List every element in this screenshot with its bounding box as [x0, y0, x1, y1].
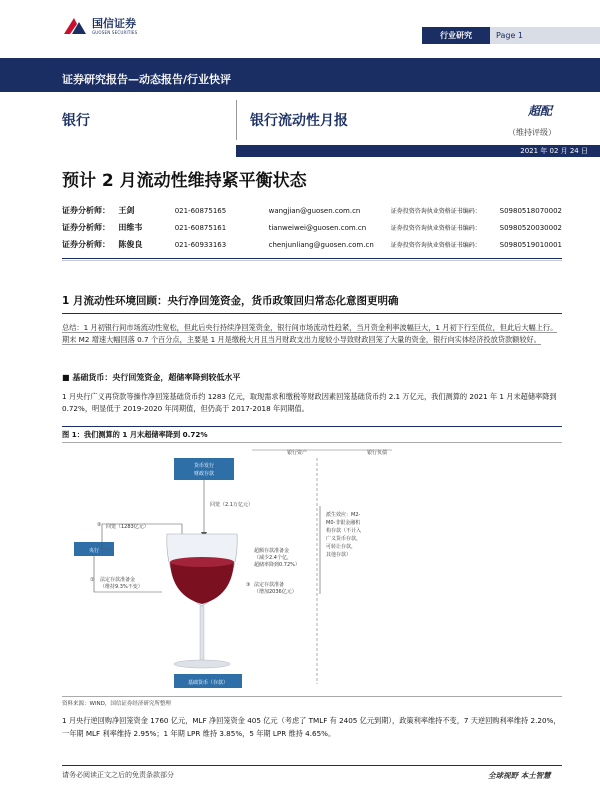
company-logo [62, 16, 137, 36]
cert-label: 证券投资咨询执业资格证书编码： [390, 242, 481, 249]
figure-top-rule [62, 426, 562, 427]
analyst-phone: 021-60933163 [174, 240, 227, 249]
legal-reserve-2: （增加2036亿元） [254, 589, 297, 595]
liab-note-3: 构存款（不计入 [326, 528, 362, 534]
analyst-row [62, 219, 562, 236]
legal-reserve-1: 法定存款准备 [254, 582, 285, 588]
report-title: 银行流动性月报 [250, 113, 348, 129]
analyst-name: 田维韦 [118, 223, 143, 232]
num-2: ② [97, 522, 102, 528]
analyst-label: 证券分析师： [62, 223, 110, 232]
cert-label: 证券投资咨询执业资格证书编码： [390, 208, 481, 215]
logo-name-en: GUOSEN SECURITIES [92, 29, 138, 35]
excess-reserve-1: 超额存款准备金 [254, 548, 290, 554]
header-tab [422, 27, 600, 44]
deposit-reserve-1: 法定存款准备金 [100, 577, 136, 583]
analyst-phone: 021-60875165 [174, 206, 227, 215]
divider [236, 100, 237, 140]
assets-header: 银行资产 [287, 450, 308, 456]
logo-name: 国信证券 [92, 16, 136, 30]
policy-paragraph: 1 月央行逆回购净回笼资金 1760 亿元，MLF 净回笼资金 405 亿元（考虑了 TMLF 有 2405 亿元到期），政策利率维持不变，7 天逆回购利率维持 2.20%，一年期 MLF 利率维持 2.95%；1 年期 LPR 维持 3.85%，5 年期 LPR 维持 4.65%。 [62, 716, 561, 738]
analyst-label: 证券分析师： [62, 240, 110, 249]
analyst-email[interactable]: wangjian@guosen.com.cn [268, 206, 361, 215]
cert-number: S0980518070002 [499, 206, 562, 215]
main-title: 预计 2 月流动性维持紧平衡状态 [62, 171, 307, 191]
treasury-text-2: 财政存款 [193, 471, 215, 477]
figure-title: 图 1：我们测算的 1 月末超储率降到 0.72% [62, 430, 208, 439]
analyst-row [62, 236, 562, 253]
analyst-row [62, 202, 562, 219]
section-rule-thin [62, 260, 562, 261]
excess-reserve-2: （减少2.4个亿， [254, 555, 292, 561]
liquidity-diagram [62, 444, 562, 696]
footer-rule [62, 765, 562, 766]
num-1: ① [90, 577, 95, 583]
num-3: ③ [246, 582, 251, 588]
subsection-body: 1 月央行广义再贷款等操作净回笼基础货币约 1283 亿元，取现需求和缴税等财政因素回笼基础货币约 2.1 万亿元，我们测算的 2021 年 1 月末超储率降到 0.72%，明显低于 2019-2020 年同期值，但仍高于 2017-2018 年同期值。 [62, 392, 557, 413]
page-number: Page 1 [490, 27, 600, 44]
analyst-list [62, 202, 562, 253]
section-title-rule [62, 313, 562, 314]
analyst-name: 王剑 [118, 206, 135, 215]
analyst-name: 陈俊良 [118, 240, 143, 249]
recycle-label-1: 回笼（2.1万亿元） [210, 502, 253, 508]
analyst-phone: 021-60875161 [174, 223, 227, 232]
treasury-text-1: 货币发行 [193, 463, 215, 469]
recycle-label-2: 回笼（1283亿元） [106, 524, 149, 530]
wine-liquid [170, 562, 234, 604]
rating-note: （维持评级） [508, 128, 556, 137]
figure-title-rule [62, 442, 562, 443]
cert-number: S0980519010001 [499, 240, 562, 249]
analyst-email[interactable]: tianweiwei@guosen.com.cn [268, 223, 367, 232]
wine-surface [170, 557, 234, 567]
cert-number: S0980520030002 [499, 223, 562, 232]
analyst-email[interactable]: chenjunliang@guosen.com.cn [268, 240, 374, 249]
subsection-title: ■ 基础货币：央行回笼资金，超储率降到较低水平 [62, 373, 241, 382]
glass-base [174, 660, 230, 668]
glass-stem [200, 606, 204, 662]
rating: 超配 [528, 104, 553, 118]
liab-note-1: 派生效应：M2- [326, 512, 361, 518]
excess-reserve-3: 超储率降到0.72%） [254, 562, 300, 568]
report-date: 2021 年 02 月 24 日 [520, 147, 588, 155]
analyst-label: 证券分析师： [62, 206, 110, 215]
liab-note-6: 其他存款） [326, 552, 352, 558]
section-rule [62, 258, 562, 259]
footer-disclaimer: 请务必阅读正文之后的免责条款部分 [62, 771, 174, 779]
summary-paragraph [62, 322, 562, 346]
liabilities-header: 银行负债 [367, 450, 388, 456]
figure-source: 资料来源：WIND，国信证券经济研究所整理 [62, 701, 171, 707]
central-bank-label: 央行 [88, 548, 100, 554]
summary-text: 总结：1 月初银行间市场流动性宽松，但此后央行持续净回笼资金，银行间市场流动性趋紧，当月资金利率波幅巨大，1 月初下行至低位，但此后大幅上行。期末 M2 增速大幅回落 0.7 个百分点，主要是 1 月是缴税大月且当月财政支出力度较小导致财政回笼了大量的资金，银行向实体经济投放贷款额较好。 [62, 323, 558, 344]
liab-note-4: 广义货币存款， [326, 536, 362, 542]
deposit-reserve-2: （维持9.3%不变） [100, 584, 143, 590]
cert-label: 证券投资咨询执业资格证书编码： [390, 225, 481, 232]
base-money-label: 基础货币（存款） [187, 680, 229, 686]
report-type-band: 证券研究报告—动态报告/行业快评 [0, 58, 600, 92]
liab-note-2: M0-非银金融机 [326, 520, 361, 526]
footer-slogan: 全球视野 本土智慧 [488, 771, 551, 780]
logo-mark-icon [62, 16, 88, 36]
liab-note-5: 可转让存款， [326, 544, 357, 550]
figure-bottom-rule [62, 696, 562, 697]
sector-label: 银行 [62, 113, 90, 129]
report-category: 行业研究 [422, 27, 490, 44]
section-title: 1 月流动性环境回顾：央行净回笼资金，货币政策回归常态化意图更明确 [62, 295, 399, 307]
